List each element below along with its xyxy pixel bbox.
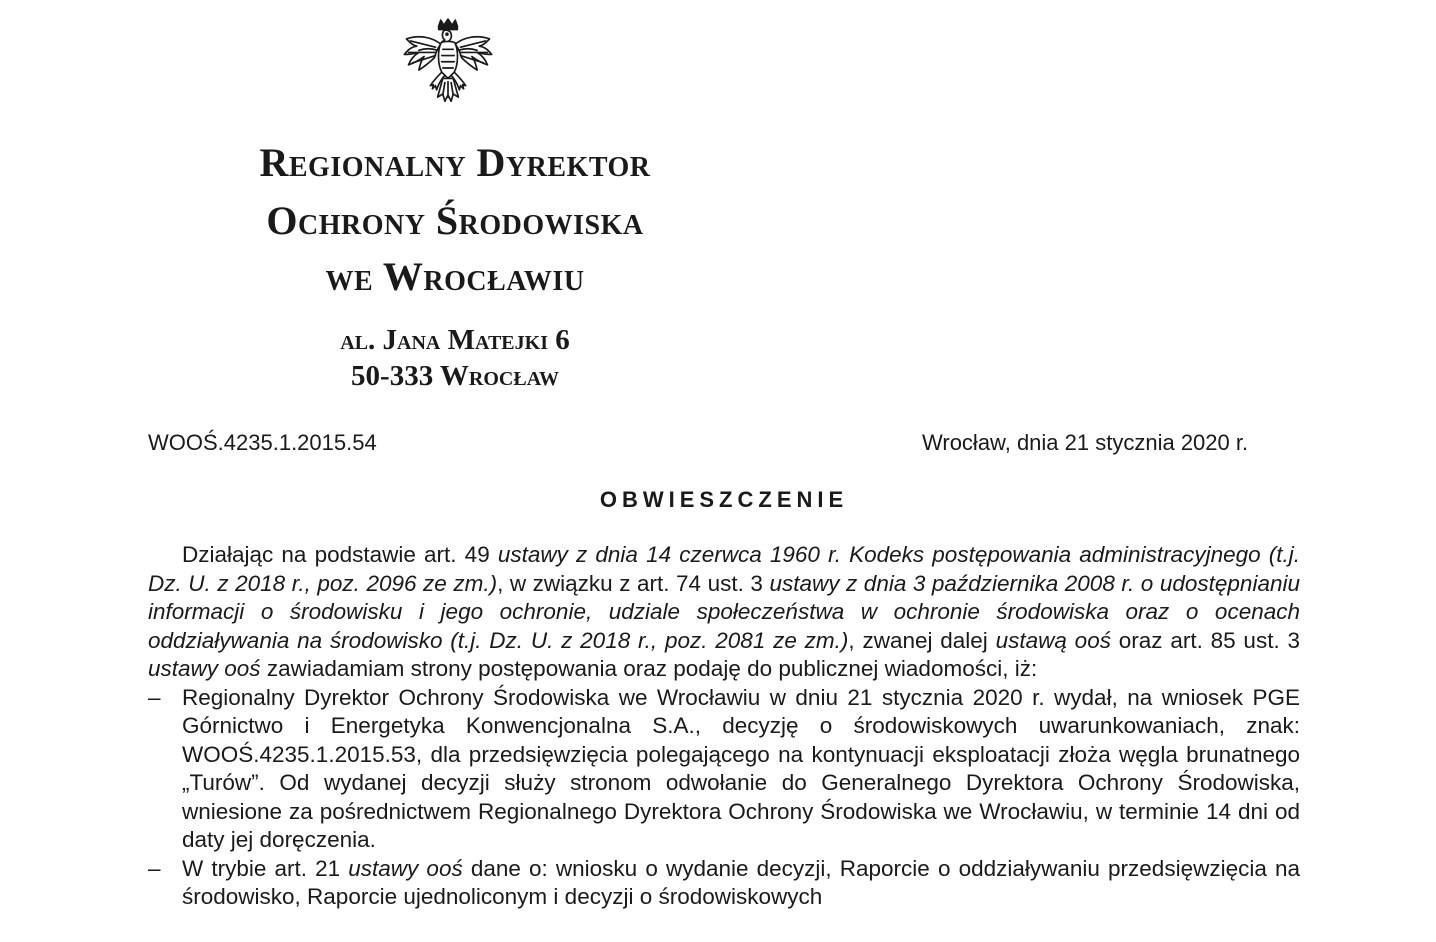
notice-list [148, 684, 1300, 912]
intro-kpa-citation: ustawy z dnia 14 czerwca 1960 r. Kodeks postępowania administracyjnego (t.j. Dz. U. z 2018 r., poz. 2096 ze zm.) [148, 542, 1301, 596]
intro-oos-citation: ustawy z dnia 3 października 2008 r. o udostępnianiu informacji o środowisku i jego ochronie, udziale społeczeństwa w ochronie środowiska oraz o ocenach oddziaływania na środowisko (t.j. Dz. U. z 2018 r., poz. 2081 ze zm.) [148, 570, 1300, 653]
intro-text-2: , w związku z art. 74 ust. 3 [497, 570, 770, 596]
list-item [148, 684, 1300, 855]
intro-oos-short-1: ustawą ooś [995, 627, 1111, 653]
address-city: 50-333 Wrocław [351, 360, 559, 392]
data-notice-oos: ustawy ooś [348, 855, 463, 881]
document-date: Wrocław, dnia 21 stycznia 2020 r. [922, 430, 1249, 455]
document-body [148, 541, 1300, 912]
reference-number: WOOŚ.4235.1.2015.54 [148, 430, 377, 455]
dash-bullet: – [148, 855, 161, 881]
document-title: OBWIESZCZENIE [599, 487, 849, 512]
intro-text-4: oraz art. 85 ust. 3 [1110, 627, 1300, 653]
address-street: al. Jana Matejki 6 [340, 324, 570, 356]
intro-paragraph [148, 541, 1300, 684]
dash-bullet: – [148, 684, 161, 710]
list-item [148, 855, 1300, 912]
decision-notice-text: Regionalny Dyrektor Ochrony Środowiska we Wrocławiu w dniu 21 stycznia 2020 r. wydał, na wniosek PGE Górnictwo i Energetyka Konwencjonalna S.A., decyzję o środowiskowych uwarunkowaniach, znak: WOOŚ.4235.1.2015.53, dla przedsięwzięcia polegającego na kontynuacji eksploatacji złoża węgla brunatnego „Turów”. Od wydanej decyzji służy stronom odwołanie do Generalnego Dyrektora Ochrony Środowiska, wniesione za pośrednictwem Regionalnego Dyrektora Ochrony Środowiska we Wrocławiu, w terminie 14 dni od daty jej doręczenia. [182, 684, 1300, 852]
intro-text-5: zawiadamiam strony postępowania oraz podaję do publicznej wiadomości, iż: [260, 656, 1038, 681]
intro-text-1: Działając na podstawie art. 49 [182, 542, 498, 567]
office-name-line-3: we Wrocławiu [325, 254, 585, 299]
polish-eagle-emblem-icon [396, 16, 500, 120]
intro-text-3: , zwanej dalej [848, 627, 996, 653]
data-notice-text-2: dane o: wniosku o wydanie decyzji, Raporcie o oddziaływaniu przedsięwzięcia na środowisko, Raporcie ujednoliconym i decyzji o środowiskowych [182, 855, 1301, 909]
office-name-line-1: Regionalny Dyrektor [259, 140, 651, 185]
intro-oos-short-2: ustawy ooś [148, 656, 261, 681]
data-notice-text-1: W trybie art. 21 [182, 855, 349, 881]
office-name-line-2: Ochrony Środowiska [266, 198, 644, 243]
